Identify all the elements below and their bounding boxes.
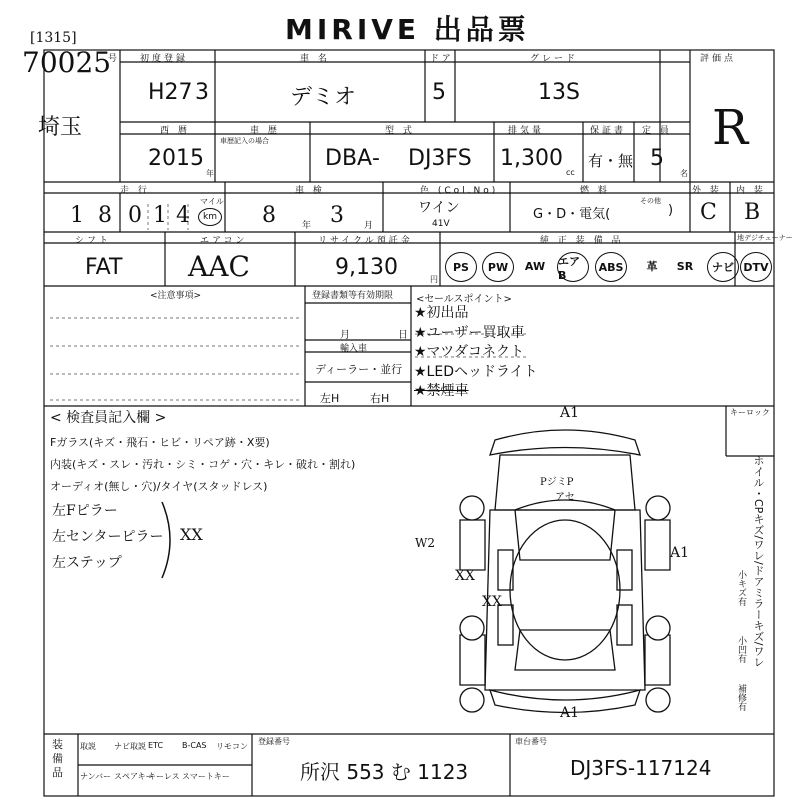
equipment-item: エアB bbox=[557, 252, 589, 282]
equipment-item: PS bbox=[445, 252, 477, 282]
shift-value: FAT bbox=[85, 255, 123, 280]
glass-condition: Fガラス(キズ・飛石・ヒビ・リペア跡・X要) bbox=[50, 436, 270, 449]
shift-label: シフト bbox=[75, 236, 112, 246]
note-item: 左センターピラー bbox=[52, 529, 164, 545]
lot-code: [1315] bbox=[30, 30, 77, 46]
lot-number: 70025 bbox=[22, 46, 112, 79]
footer-equipment-item: スペアキー bbox=[114, 772, 154, 781]
footer-equipment-item: キーレス bbox=[148, 772, 180, 781]
inspector-lines bbox=[50, 432, 355, 498]
score-label: 評価点 bbox=[700, 54, 737, 64]
note-xx: XX bbox=[180, 525, 203, 544]
footer-equipment-item: リモコン bbox=[216, 742, 248, 751]
reg-date-month: 月 bbox=[340, 330, 350, 341]
first-reg-label: 初度登録 bbox=[140, 54, 189, 64]
unit-km: km bbox=[198, 208, 222, 226]
caution-label: <注意事項> bbox=[150, 291, 202, 301]
prefecture: 埼玉 bbox=[38, 115, 83, 140]
key-lock-label: キーロック bbox=[730, 408, 770, 417]
footer-equipment-item: B-CAS bbox=[182, 741, 207, 750]
import-dealer: ディーラー・並行 bbox=[315, 363, 403, 376]
equipment-item: AW bbox=[524, 259, 546, 273]
mileage-digit-3: 0 bbox=[128, 203, 142, 228]
unit-mile: マイル bbox=[200, 197, 224, 206]
form-title: MIRIVE 出品票 bbox=[285, 13, 530, 46]
sales-point-item: ★初出品 bbox=[414, 305, 469, 321]
model-dash: - bbox=[372, 146, 380, 171]
era: H27 bbox=[148, 80, 193, 105]
equipment-item: PW bbox=[482, 252, 514, 282]
mileage-digit-2: 8 bbox=[98, 203, 112, 228]
fuel-other: その他 bbox=[640, 197, 661, 205]
sales-point-item: ★禁煙車 bbox=[414, 383, 469, 399]
fuel-close: ) bbox=[668, 203, 674, 218]
shaken-nen: 年 bbox=[302, 221, 312, 231]
chassis-number: DJ3FS-117124 bbox=[570, 756, 712, 780]
aircon-value: AAC bbox=[188, 250, 250, 283]
footer-equipment-item: ナビ取説 bbox=[114, 742, 146, 751]
reg-date-day: 日 bbox=[398, 330, 408, 341]
capacity-label: 定 員 bbox=[642, 126, 672, 136]
unit-nen: 年 bbox=[206, 169, 214, 178]
western-year: 2015 bbox=[148, 146, 204, 171]
diagram-mark: W2 bbox=[415, 536, 435, 550]
score: R bbox=[712, 100, 749, 156]
tuner-label: 地デジチューナー bbox=[737, 234, 793, 242]
shaken-label: 車 検 bbox=[295, 186, 325, 196]
footer-equipment-item: ETC bbox=[148, 741, 164, 750]
sales-point-item: ★マツダコネクト bbox=[414, 344, 524, 360]
fuel-label: 燃 料 bbox=[580, 186, 610, 196]
color-number: 41V bbox=[432, 219, 450, 229]
exterior-label: 外 装 bbox=[692, 186, 722, 196]
import-right: 右H bbox=[370, 392, 390, 405]
diagram-mark: アセ bbox=[555, 492, 575, 503]
sales-point-item: ★ユーザー買取車 bbox=[414, 324, 525, 341]
warranty-label: 保証書 bbox=[590, 126, 627, 136]
reg-number: 所沢 553 む 1123 bbox=[300, 760, 469, 784]
model-label: 型 式 bbox=[385, 126, 415, 136]
body-type-label: 車 歴 bbox=[250, 126, 280, 136]
shaken-year: 8 bbox=[262, 203, 276, 228]
exterior-grade: C bbox=[700, 200, 717, 225]
reg-date-label: 登録書類等有効期限 bbox=[312, 291, 394, 301]
import-label: 輸入車 bbox=[340, 344, 368, 354]
chassis-label: 車台番号 bbox=[515, 737, 547, 746]
diagram-mark: A1 bbox=[670, 545, 690, 561]
handwritten-notes bbox=[52, 498, 163, 576]
diagram-mark: A1 bbox=[560, 705, 580, 721]
inspector-label: < 検査員記入欄 > bbox=[50, 410, 167, 426]
shaken-month: 3 bbox=[330, 203, 344, 228]
equipment-item: ナビ bbox=[707, 252, 739, 282]
model-prefix: DBA bbox=[325, 146, 373, 171]
fuel-value: G・D・電気( bbox=[533, 207, 611, 222]
mileage-digit-5: 4 bbox=[176, 203, 190, 228]
diagram-mark: PジミP bbox=[540, 477, 574, 488]
bracket-icon bbox=[160, 500, 180, 580]
color-name: ワイン bbox=[418, 200, 460, 216]
legend-small-3: 補修有 bbox=[736, 684, 746, 711]
note-item: 左ステップ bbox=[52, 555, 122, 571]
footer-equipment-label: 装 備 品 bbox=[52, 738, 63, 779]
equipment-label: 純 正 装 備 品 bbox=[540, 236, 624, 246]
mileage-digit-4: 1 bbox=[153, 203, 167, 228]
no-label: 号 bbox=[108, 54, 121, 64]
footer-equipment-item: 取説 bbox=[80, 742, 96, 751]
unit-cc: cc bbox=[566, 168, 575, 177]
recycle-label: リサイクル預託金 bbox=[318, 236, 413, 246]
note-item: 左Fピラー bbox=[52, 503, 118, 519]
recycle-value: 9,130 bbox=[335, 255, 398, 280]
door-label: ドア bbox=[430, 54, 454, 64]
shaken-tsuki: 月 bbox=[364, 221, 374, 231]
diagram-mark: XX bbox=[455, 568, 475, 584]
sales-points bbox=[414, 304, 538, 402]
warranty-value: 有・無 bbox=[588, 152, 634, 170]
interior-condition: 内装(キズ・スレ・汚れ・シミ・コゲ・穴・キレ・破れ・割れ) bbox=[50, 458, 356, 471]
unit-yen: 円 bbox=[430, 275, 438, 284]
mileage-digit-1: 1 bbox=[70, 203, 84, 228]
displacement: 1,300 bbox=[500, 146, 563, 171]
unit-nin: 名 bbox=[680, 169, 688, 178]
displacement-label: 排気量 bbox=[508, 126, 545, 136]
model-code: DJ3FS bbox=[408, 146, 472, 171]
equipment-item: DTV bbox=[740, 252, 772, 282]
diagram-mark: A1 bbox=[560, 405, 580, 421]
interior-label: 内 装 bbox=[736, 186, 766, 196]
import-left: 左H bbox=[320, 392, 340, 405]
equipment-row bbox=[445, 250, 775, 282]
damage-legend: ホイル・CPキズ/ワレ/ドアミラーキズ/ワレ bbox=[752, 455, 765, 668]
grade: 13S bbox=[538, 80, 580, 105]
sales-point-item: ★LEDヘッドライト bbox=[414, 363, 538, 380]
legend-small-2: 小凹有 bbox=[736, 636, 746, 663]
first-reg-month: 3 bbox=[195, 80, 209, 105]
interior-grade: B bbox=[744, 200, 761, 225]
audio-tire-condition: オーディオ(無し・穴)/タイヤ(スタッドレス) bbox=[50, 480, 268, 493]
body-note: 車歴記入の場合 bbox=[220, 137, 269, 145]
equipment-item: SR bbox=[676, 259, 694, 273]
mileage-label: 走 行 bbox=[120, 186, 150, 196]
door-count: 5 bbox=[432, 80, 446, 105]
color-label: 色 (Col.No) bbox=[420, 186, 499, 196]
equipment-item: ABS bbox=[595, 252, 627, 282]
diagram-mark: XX bbox=[482, 594, 502, 610]
capacity-value: 5 bbox=[650, 146, 664, 171]
aircon-label: エアコン bbox=[200, 236, 248, 246]
footer-equipment-item: ナンバー bbox=[80, 772, 112, 781]
car-name-label: 車 名 bbox=[300, 54, 330, 64]
grade-label: グレード bbox=[530, 54, 579, 64]
footer-equipment-item: スマートキー bbox=[182, 772, 230, 781]
equipment-item: 革 bbox=[646, 260, 658, 273]
legend-small-1: 小キズ有 bbox=[736, 570, 746, 606]
car-name: デミオ bbox=[290, 85, 357, 110]
year-label: 西 暦 bbox=[160, 126, 190, 136]
sales-point-label: <セールスポイント> bbox=[416, 294, 512, 305]
reg-number-label: 登録番号 bbox=[258, 737, 290, 746]
